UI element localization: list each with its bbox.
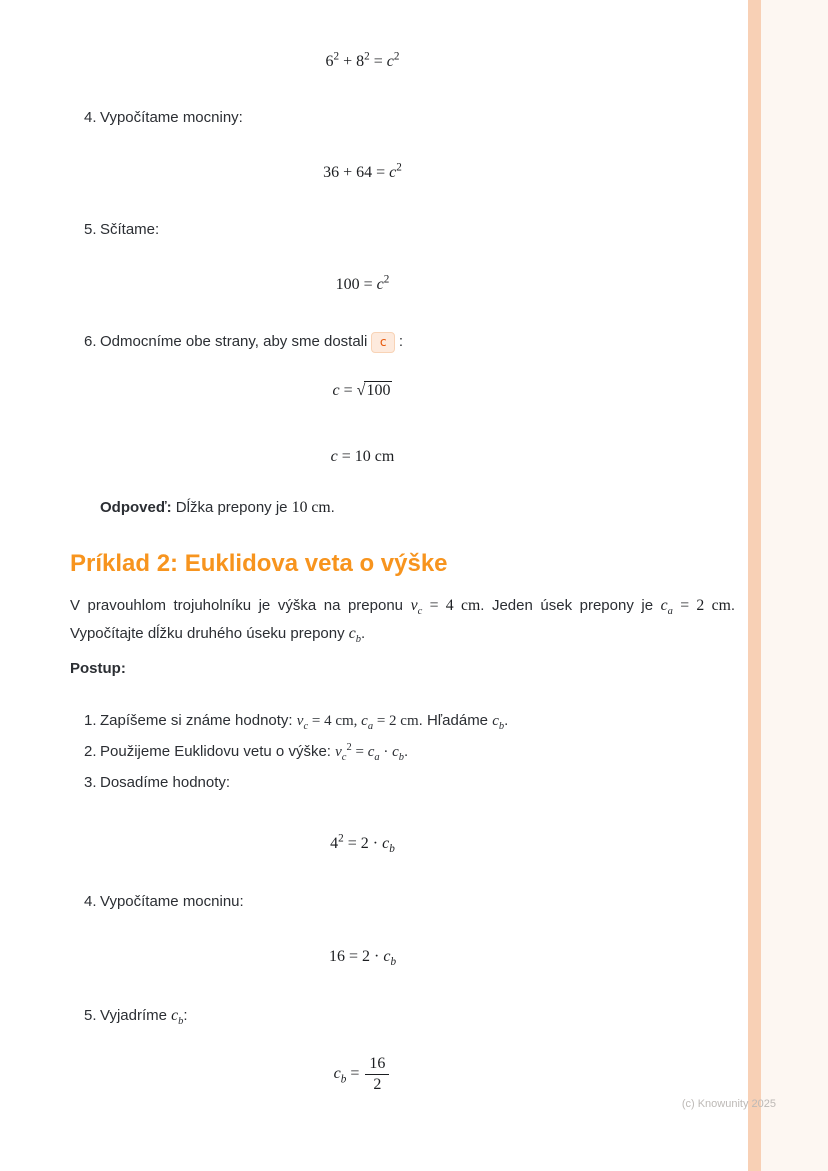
step-text: Vyjadríme $c_b$: <box>100 1006 188 1027</box>
list-marker: 5. <box>84 1006 97 1024</box>
list-marker: 4. <box>84 109 97 126</box>
formula-square-root: c = √100 <box>332 381 391 399</box>
square-root <box>357 382 393 399</box>
inline-code-chip: c <box>371 332 395 353</box>
formula-result: c = 10 cm <box>330 447 395 465</box>
list-marker: 6. <box>84 333 97 350</box>
list-marker: 4. <box>84 892 97 910</box>
list-item-step-5b <box>84 1006 735 1025</box>
list-marker: 2. <box>84 742 97 760</box>
steps-list-item-3 <box>84 773 735 792</box>
answer-line: Odpoveď: Dĺžka prepony je 10 cm. <box>100 498 335 516</box>
footer-copyright: (c) Knowunity 2025 <box>681 1098 776 1110</box>
page-right-margin <box>761 0 828 1171</box>
step-text: Použijeme Euklidovu vetu o výške: $v_c^2 = c_a \cdot c_b$. <box>100 741 409 763</box>
radical-icon: √ <box>356 381 366 399</box>
fraction <box>365 1054 389 1095</box>
list-item-step-4 <box>84 108 735 127</box>
formula-cb-fraction: $c_b$ = $\frac{16}{2}$ <box>70 1054 655 1095</box>
step-text: Vypočítame mocniny: <box>100 109 243 126</box>
formula-height-substitution: $4^2 = 2 \cdot c_b$ <box>330 832 395 855</box>
step-text: Vypočítame mocninu: <box>100 892 244 910</box>
step-text: Zapíšeme si známe hodnoty: $v_c = 4$ cm, $c_a = 2$ cm. Hľadáme $c_b$. <box>100 711 509 732</box>
steps-list <box>70 711 735 792</box>
list-item-step-6 <box>84 332 735 353</box>
formula-pythagoras-substituted: $6^2 + 8^2 = c^2$ <box>325 50 400 70</box>
list-item-step-5 <box>84 220 735 239</box>
step-text: Odmocníme obe strany, aby sme dostali c : <box>100 332 403 353</box>
problem-statement: V pravouhlom trojuholníku je výška na preponu $v_c = 4$ cm. Jeden úsek prepony je $c_a = 2$ cm. Vypočítajte dĺžku druhého úseku prepony $c_b$. <box>70 596 736 645</box>
steps-list-item-1 <box>84 711 735 731</box>
formula-sum: $100 = c^2$ <box>335 273 390 293</box>
steps-list-item-2 <box>84 742 735 762</box>
right-accent-stripe <box>748 0 761 1171</box>
radicand: 100 <box>366 381 391 399</box>
formula-height-power: $16 = 2 \cdot c_b$ <box>328 947 397 968</box>
step-text: Sčítame: <box>100 221 160 238</box>
fraction-denominator: 2 <box>373 1075 382 1093</box>
list-item-step-4b <box>84 892 735 911</box>
formula-squares-computed: $36 + 64 = c^2$ <box>323 161 402 181</box>
fraction-numerator: 16 <box>365 1054 389 1075</box>
list-marker: 1. <box>84 711 97 729</box>
postup-label: Postup: <box>70 659 126 677</box>
section-heading-example-2: Príklad 2: Euklidova veta o výške <box>70 549 448 577</box>
list-marker: 3. <box>84 773 97 791</box>
list-marker: 5. <box>84 221 97 238</box>
step-text: Dosadíme hodnoty: <box>100 773 231 791</box>
